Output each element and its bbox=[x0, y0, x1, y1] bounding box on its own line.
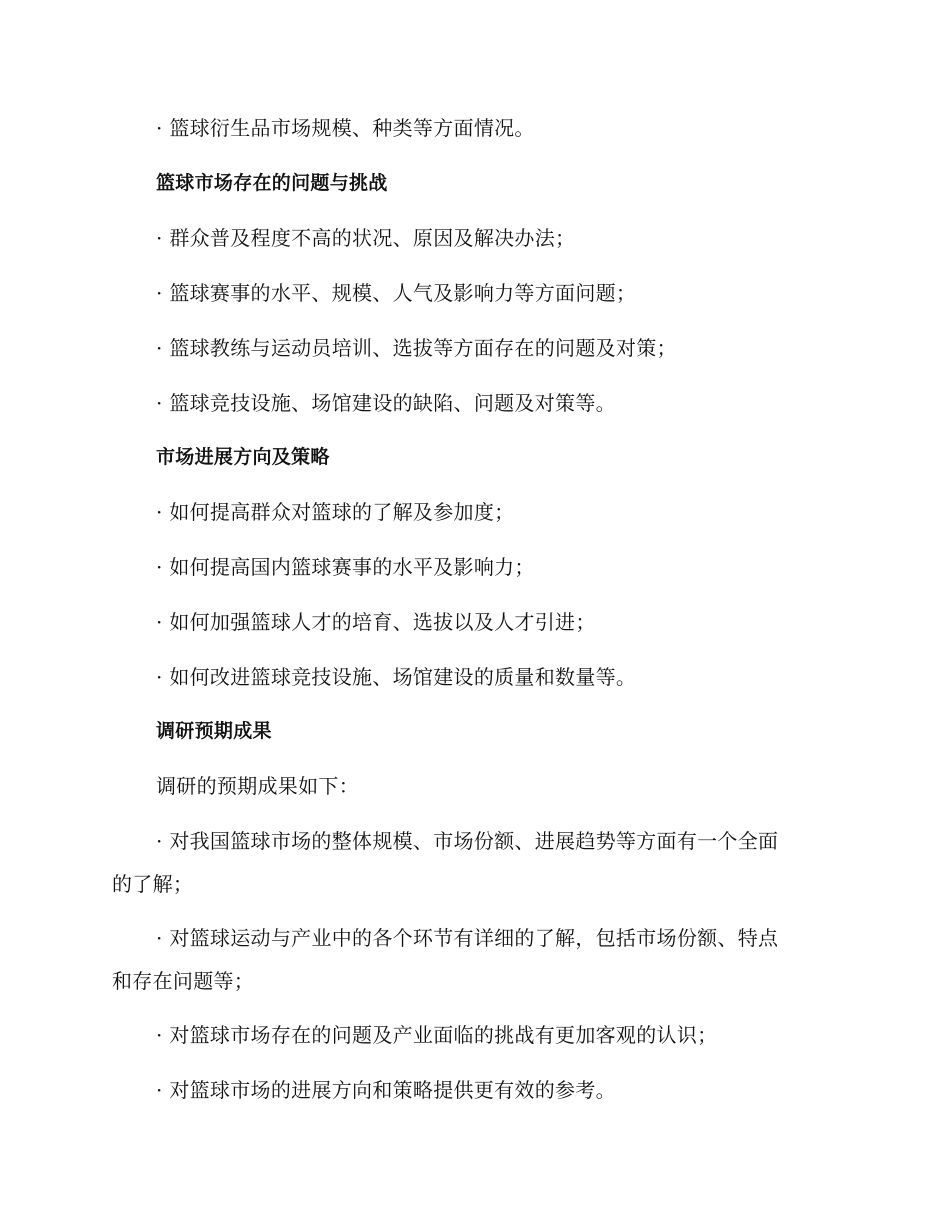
bullet-item: · 如何加强篮球人才的培育、选拔以及人才引进； bbox=[156, 610, 596, 634]
bullet-item: · 篮球衍生品市场规模、种类等方面情况。 bbox=[156, 116, 535, 140]
section-heading: 篮球市场存在的问题与挑战 bbox=[156, 172, 388, 194]
bullet-item: · 篮球竞技设施、场馆建设的缺陷、问题及对策等。 bbox=[156, 391, 616, 415]
bullet-item: · 对篮球运动与产业中的各个环节有详细的了解，包括市场份额、特点 bbox=[156, 926, 779, 950]
bullet-item: · 如何改进篮球竞技设施、场馆建设的质量和数量等。 bbox=[156, 665, 637, 689]
section-heading: 市场进展方向及策略 bbox=[156, 446, 330, 468]
paragraph: 调研的预期成果如下： bbox=[156, 774, 359, 798]
bullet-item-continuation: 和存在问题等； bbox=[112, 969, 255, 993]
bullet-item-continuation: 的了解； bbox=[112, 872, 194, 896]
bullet-item: · 对我国篮球市场的整体规模、市场份额、进展趋势等方面有一个全面 bbox=[156, 829, 779, 853]
bullet-item: · 对篮球市场存在的问题及产业面临的挑战有更加客观的认识； bbox=[156, 1023, 718, 1047]
bullet-item: · 如何提高国内篮球赛事的水平及影响力； bbox=[156, 555, 535, 579]
bullet-item: · 篮球赛事的水平、规模、人气及影响力等方面问题； bbox=[156, 281, 637, 305]
bullet-item: · 群众普及程度不高的状况、原因及解决办法； bbox=[156, 226, 576, 250]
bullet-item: · 篮球教练与运动员培训、选拔等方面存在的问题及对策； bbox=[156, 336, 677, 360]
section-heading: 调研预期成果 bbox=[156, 720, 272, 742]
bullet-item: · 对篮球市场的进展方向和策略提供更有效的参考。 bbox=[156, 1078, 616, 1102]
bullet-item: · 如何提高群众对篮球的了解及参加度； bbox=[156, 500, 515, 524]
